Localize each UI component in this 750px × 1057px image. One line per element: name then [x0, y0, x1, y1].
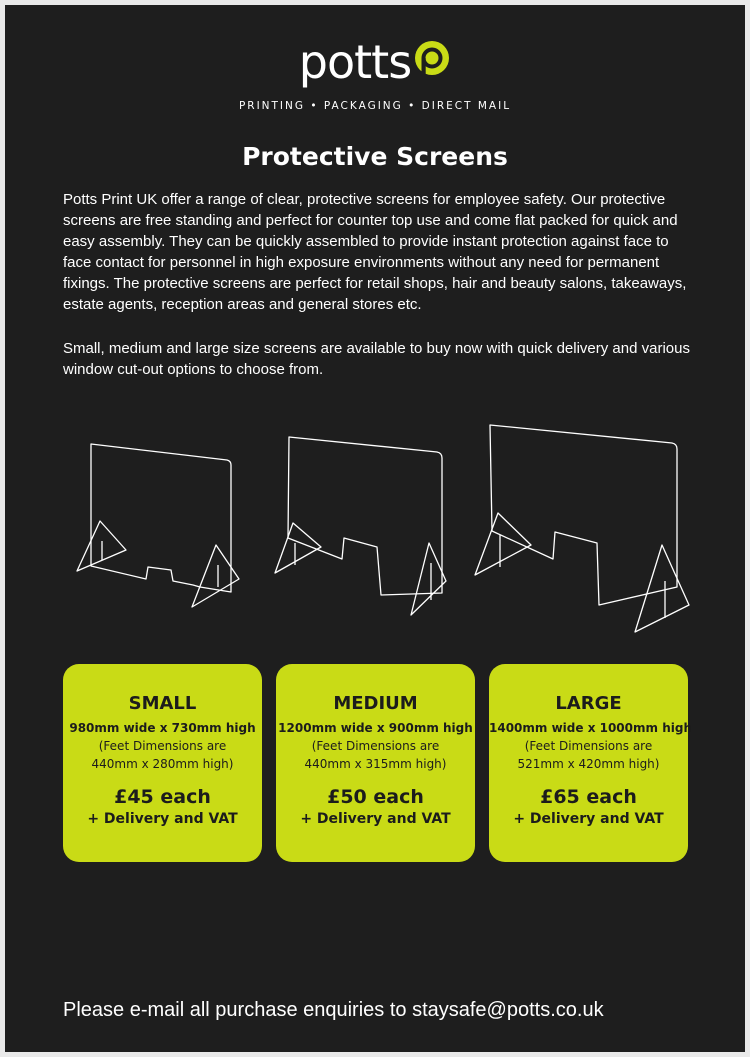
potts-logo	[5, 35, 745, 89]
page-title: Protective Screens	[242, 142, 508, 171]
card-size-name: LARGE	[555, 693, 622, 714]
intro-paragraph: Potts Print UK offer a range of clear, protective screens for employee safety. Our protective screens are free standing and perfect for counter top use and come flat packed for quick and easy assembly. They can be quickly assembled to provide instant protection against face to face contact for personnel in high exposure environments without any need for permanent fixings. The protective screens are perfect for retail shops, hair and beauty salons, takeaways, estate agents, reception areas and general stores etc.	[63, 191, 687, 313]
card-dimensions: 1400mm wide x 1000mm high	[489, 721, 692, 735]
small-screen-icon	[77, 444, 239, 607]
card-price: £45 each	[114, 786, 211, 808]
card-feet-line-1: (Feet Dimensions are	[524, 739, 653, 753]
card-feet-line-1: (Feet Dimensions are	[311, 739, 440, 753]
card-extra-charges: + Delivery and VAT	[87, 811, 238, 827]
price-cards	[63, 664, 692, 862]
flyer-page	[5, 5, 745, 1052]
tagline: PRINTING • PACKAGING • DIRECT MAIL	[238, 100, 512, 112]
card-dimensions: 1200mm wide x 900mm high	[278, 721, 473, 735]
card-size-name: SMALL	[128, 693, 197, 714]
card-extra-charges: + Delivery and VAT	[513, 811, 664, 827]
medium-screen-icon	[275, 437, 446, 615]
card-feet-line-2: 521mm x 420mm high)	[517, 757, 660, 771]
card-feet-line-1: (Feet Dimensions are	[98, 739, 227, 753]
card-feet-line-2: 440mm x 280mm high)	[91, 757, 234, 771]
price-card-medium	[276, 664, 475, 862]
large-screen-icon	[475, 425, 689, 632]
card-dimensions: 980mm wide x 730mm high	[69, 721, 256, 735]
logo-wordmark: potts	[298, 35, 412, 89]
card-feet-line-2: 440mm x 315mm high)	[304, 757, 447, 771]
card-price: £50 each	[327, 786, 424, 808]
card-extra-charges: + Delivery and VAT	[300, 811, 451, 827]
card-price: £65 each	[540, 786, 637, 808]
price-card-large	[489, 664, 692, 862]
card-size-name: MEDIUM	[333, 693, 418, 714]
price-card-small	[63, 664, 262, 862]
screens-illustration	[5, 415, 745, 640]
potts-p-icon	[413, 39, 451, 85]
availability-paragraph: Small, medium and large size screens are available to buy now with quick delivery and various window cut-out options to choose from.	[63, 340, 690, 378]
contact-footer: Please e-mail all purchase enquiries to staysafe@potts.co.uk	[63, 999, 604, 1021]
